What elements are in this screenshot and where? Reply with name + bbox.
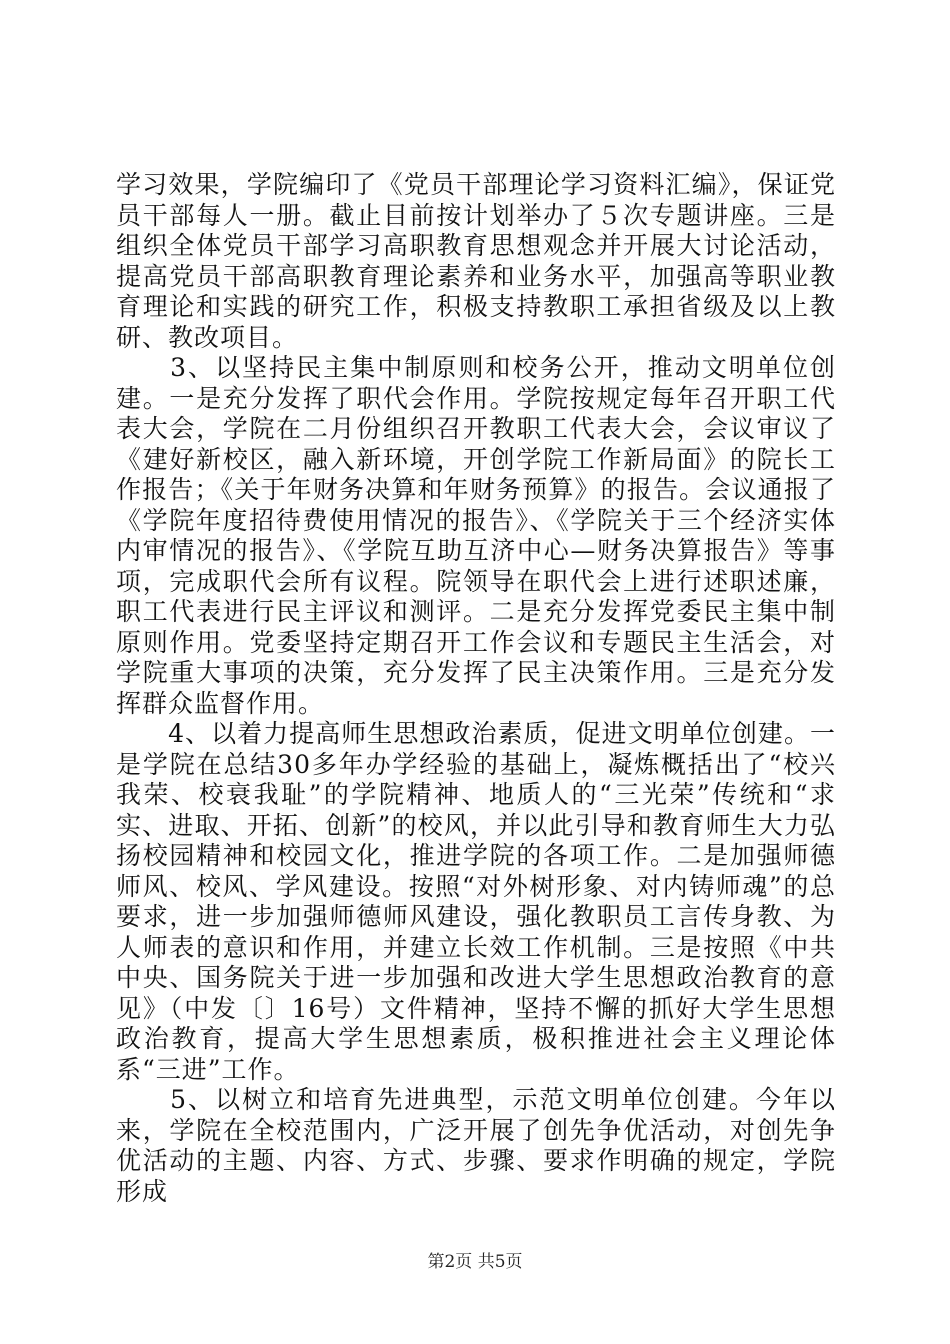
paragraph-item-4: 4、以着力提高师生思想政治素质，促进文明单位创建。一是学院在总结30多年办学经验的基础上，凝炼概括出了“校兴我荣、校衰我耻”的学院精神、地质人的“三光荣”传统和“求实、进取、开拓、创新”的校风，并以此引导和教育师生大力弘扬校园精神和校园文化，推进学院的各项工作。二是加强师德师风、校风、学风建设。按照“对外树形象、对内铸师魂”的总要求，进一步加强师德师风建设，强化教职员工言传身教、为人师表的意识和作用，并建立长效工作机制。三是按照《中共中央、国务院关于进一步加强和改进大学生思想政治教育的意见》（中发〔〕16号）文件精神，坚持不懈的抓好大学生思想政治教育，提高大学生思想素质，极积推进社会主义理论体系“三进”工作。 <box>116 719 836 1084</box>
page-number-footer: 第2页 共5页 <box>427 1252 523 1272</box>
paragraph-continuation: 学习效果，学院编印了《党员干部理论学习资料汇编》，保证党员干部每人一册。截止目前按计划举办了５次专题讲座。三是组织全体党员干部学习高职教育思想观念并开展大讨论活动，提高党员干部高职教育理论素养和业务水平，加强高等职业教育理论和实践的研究工作，积极支持教职工承担省级及以上教研、教改项目。 <box>116 170 836 352</box>
paragraph-item-5: 5、以树立和培育先进典型，示范文明单位创建。今年以来，学院在全校范围内，广泛开展了创先争优活动，对创先争优活动的主题、内容、方式、步骤、要求作明确的规定，学院形成 <box>116 1085 836 1206</box>
document-body <box>116 170 836 1207</box>
paragraph-item-3: 3、以坚持民主集中制原则和校务公开，推动文明单位创建。一是充分发挥了职代会作用。学院按规定每年召开职工代表大会，学院在二月份组织召开教职工代表大会，会议审议了《建好新校区，融入新环境，开创学院工作新局面》的院长工作报告；《关于年财务决算和年财务预算》的报告。会议通报了《学院年度招待费使用情况的报告》、《学院关于三个经济实体内审情况的报告》、《学院互助互济中心—财务决算报告》等事项，完成职代会所有议程。院领导在职代会上进行述职述廉，职工代表进行民主评议和测评。二是充分发挥党委民主集中制原则作用。党委坚持定期召开工作会议和专题民主生活会，对学院重大事项的决策，充分发挥了民主决策作用。三是充分发挥群众监督作用。 <box>116 353 836 718</box>
